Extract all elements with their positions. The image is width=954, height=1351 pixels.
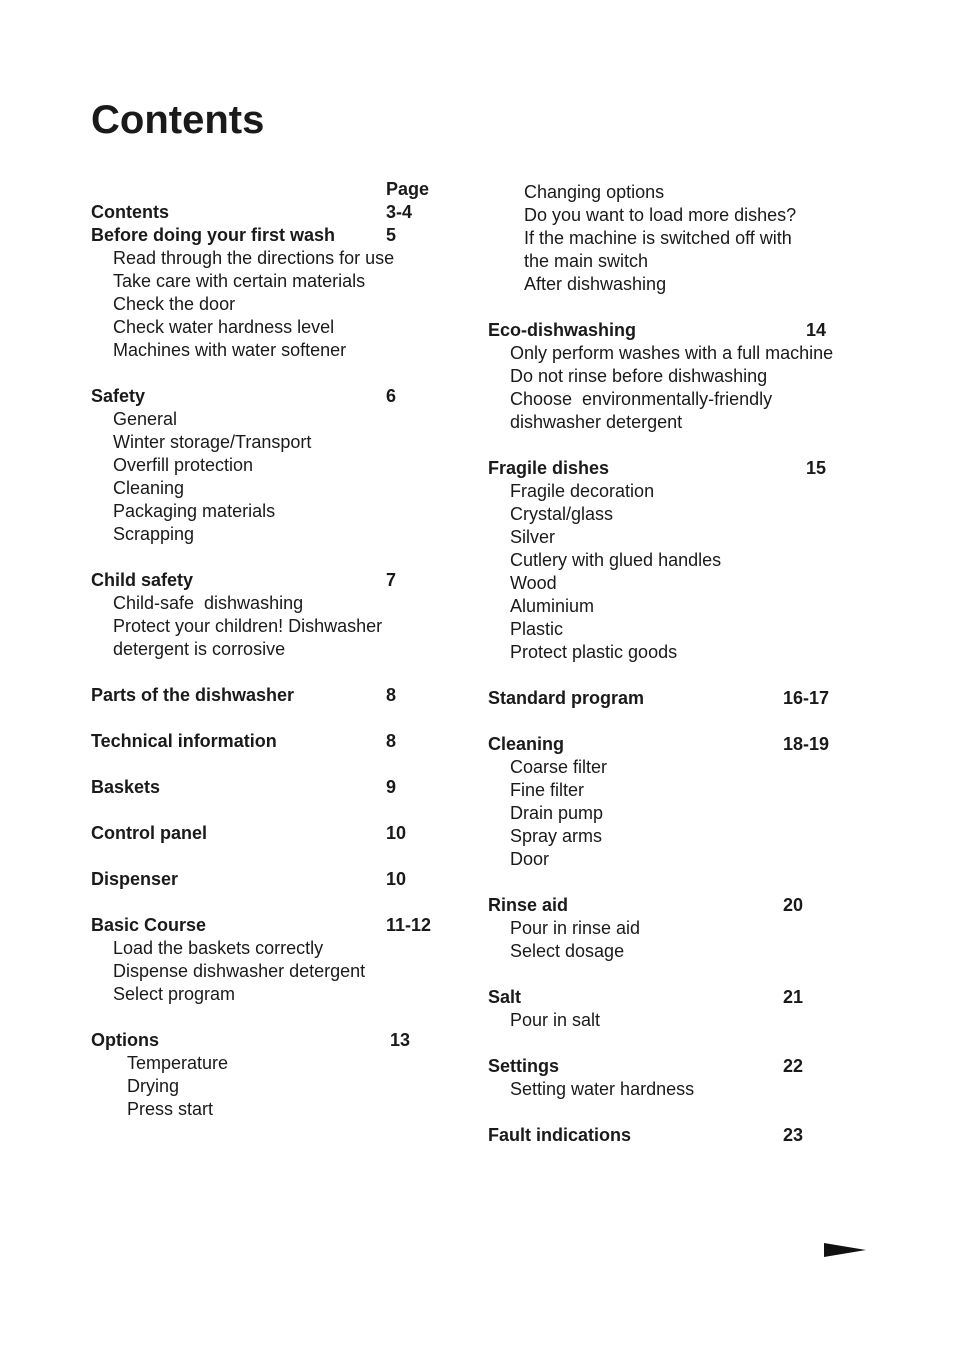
toc-page-number: 22 [783, 1056, 804, 1076]
toc-section-fault [488, 1124, 868, 1147]
toc-section-fragile [488, 457, 868, 664]
toc-page-number: 6 [386, 386, 397, 406]
toc-heading[interactable]: Parts of the dishwasher 8 [91, 685, 397, 705]
toc-heading[interactable]: Fault indications 23 [488, 1125, 804, 1145]
toc-page-number: 7 [386, 570, 397, 590]
toc-section-baskets [91, 776, 451, 799]
toc-page-number: 5 [386, 225, 397, 245]
toc-section-child-safety [91, 569, 451, 661]
toc-section-options [91, 1029, 451, 1121]
toc-heading[interactable]: Rinse aid 20 [488, 895, 804, 915]
toc-item[interactable]: detergent is corrosive [113, 639, 286, 659]
toc-options-continuation [488, 181, 868, 296]
toc-item[interactable]: Do you want to load more dishes? [524, 205, 797, 225]
toc-item[interactable]: Drain pump [510, 803, 604, 823]
toc-item[interactable]: Scrapping [113, 524, 195, 544]
toc-item[interactable]: Wood [510, 573, 557, 593]
toc-section-control-panel [91, 822, 451, 845]
toc-item[interactable]: dishwasher detergent [510, 412, 683, 432]
toc-heading[interactable]: Safety 6 [91, 386, 397, 406]
next-page-arrow-icon[interactable] [824, 1243, 866, 1257]
toc-item[interactable]: Load the baskets correctly [113, 938, 324, 958]
toc-heading[interactable]: Eco-dishwashing 14 [488, 320, 827, 340]
toc-heading[interactable]: Before doing your first wash 5 [91, 225, 397, 245]
toc-item[interactable]: Silver [510, 527, 556, 547]
toc-item[interactable]: Select program [113, 984, 236, 1004]
toc-item[interactable]: Door [510, 849, 550, 869]
toc-item[interactable]: Fragile decoration [510, 481, 655, 501]
toc-heading[interactable]: Standard program 16-17 [488, 688, 830, 708]
toc-item[interactable]: Check water hardness level [113, 317, 335, 337]
toc-item[interactable]: Winter storage/Transport [113, 432, 312, 452]
toc-item[interactable]: Choose environmentally-friendly [510, 389, 773, 409]
toc-item[interactable]: Temperature [127, 1053, 229, 1073]
page-title: Contents [91, 98, 265, 142]
toc-item[interactable]: Changing options [524, 182, 665, 202]
toc-item[interactable]: After dishwashing [524, 274, 667, 294]
page-column-label: Page [386, 179, 430, 199]
toc-item[interactable]: Protect plastic goods [510, 642, 678, 662]
toc-section-contents [91, 201, 451, 224]
toc-section-cleaning [488, 733, 868, 871]
toc-page-number: 21 [783, 987, 804, 1007]
toc-item[interactable]: the main switch [524, 251, 649, 271]
toc-heading[interactable]: Technical information 8 [91, 731, 397, 751]
toc-item[interactable]: Crystal/glass [510, 504, 614, 524]
toc-item[interactable]: Overfill protection [113, 455, 254, 475]
toc-item[interactable]: Cutlery with glued handles [510, 550, 722, 570]
toc-page-number: 20 [783, 895, 804, 915]
toc-section-settings [488, 1055, 868, 1101]
toc-item[interactable]: Plastic [510, 619, 564, 639]
toc-item[interactable]: Read through the directions for use [113, 248, 395, 268]
toc-item[interactable]: Only perform washes with a full machine [510, 343, 834, 363]
toc-heading[interactable]: Fragile dishes 15 [488, 458, 827, 478]
toc-page-number: 9 [386, 777, 397, 797]
toc-page-number: 3-4 [386, 202, 413, 222]
toc-item[interactable]: Cleaning [113, 478, 185, 498]
toc-section-first-wash [91, 224, 451, 362]
toc-page-number: 13 [390, 1030, 411, 1050]
toc-item[interactable]: Dispense dishwasher detergent [113, 961, 366, 981]
toc-item[interactable]: Child-safe dishwashing [113, 593, 304, 613]
toc-item[interactable]: Press start [127, 1099, 214, 1119]
toc-page-number: 15 [806, 458, 827, 478]
toc-page-number: 18-19 [783, 734, 830, 754]
toc-item[interactable]: Coarse filter [510, 757, 608, 777]
toc-item[interactable]: If the machine is switched off with [524, 228, 792, 248]
toc-section-salt [488, 986, 868, 1032]
toc-item[interactable]: Setting water hardness [510, 1079, 695, 1099]
toc-section-dispenser [91, 868, 451, 891]
toc-page-number: 11-12 [386, 915, 432, 935]
toc-heading[interactable]: Control panel 10 [91, 823, 407, 843]
toc-item[interactable]: General [113, 409, 178, 429]
toc-section-safety [91, 385, 451, 546]
toc-item[interactable]: Check the door [113, 294, 236, 314]
toc-page-number: 8 [386, 685, 397, 705]
toc-heading[interactable]: Options 13 [91, 1030, 411, 1050]
toc-heading[interactable]: Cleaning 18-19 [488, 734, 830, 754]
toc-item[interactable]: Select dosage [510, 941, 625, 961]
toc-page-number: 10 [386, 823, 407, 843]
toc-section-eco [488, 319, 868, 434]
toc-heading[interactable]: Salt 21 [488, 987, 804, 1007]
toc-heading[interactable]: Settings 22 [488, 1056, 804, 1076]
toc-page-number: 23 [783, 1125, 804, 1145]
toc-item[interactable]: Drying [127, 1076, 180, 1096]
toc-page-number: 8 [386, 731, 397, 751]
toc-item[interactable]: Packaging materials [113, 501, 276, 521]
toc-page-number: 16-17 [783, 688, 830, 708]
toc-left-column [91, 201, 451, 1144]
toc-item[interactable]: Protect your children! Dishwasher [113, 616, 383, 636]
toc-heading[interactable]: Child safety 7 [91, 570, 397, 590]
toc-item[interactable]: Take care with certain materials [113, 271, 366, 291]
toc-section-basic-course [91, 914, 451, 1006]
toc-page-number: 14 [806, 320, 827, 340]
toc-item[interactable]: Spray arms [510, 826, 603, 846]
toc-section-technical [91, 730, 451, 753]
toc-heading[interactable]: Dispenser 10 [91, 869, 407, 889]
toc-heading[interactable]: Basic Course 11-12 [91, 915, 432, 935]
toc-item[interactable]: Aluminium [510, 596, 595, 616]
toc-right-column [488, 181, 868, 1170]
toc-section-parts [91, 684, 451, 707]
toc-item[interactable]: Machines with water softener [113, 340, 347, 360]
toc-section-standard-program [488, 687, 868, 710]
toc-item[interactable]: Pour in salt [510, 1010, 601, 1030]
toc-heading[interactable]: Contents 3-4 [91, 202, 413, 222]
toc-item[interactable]: Fine filter [510, 780, 585, 800]
toc-heading[interactable]: Baskets 9 [91, 777, 397, 797]
toc-item[interactable]: Do not rinse before dishwashing [510, 366, 768, 386]
toc-page-number: 10 [386, 869, 407, 889]
toc-section-rinse-aid [488, 894, 868, 963]
toc-item[interactable]: Pour in rinse aid [510, 918, 641, 938]
